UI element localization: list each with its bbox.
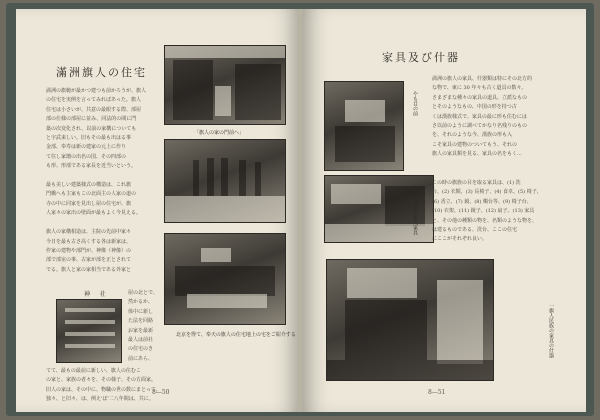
right-page-list-text: この時の旗族の目を取る家具は、(1) 洗 台、(2) 衣類、(3) 長椅子、(4) 食卓、(5) 椅子、 (6) 香立、(7) 鏡、(8) 燭台等、(9) 椅子台、 (10) 衣架、(11) 鏡子、(12) 扇子、(13) 家具 と、その他の種類の物を、名類のような物を、 は建るものである、洗台、ここの住宅 にここがそれぞれ良い。	[432, 180, 542, 243]
binding-hole	[292, 69, 295, 72]
binding-hole	[308, 349, 311, 352]
left-page-bottom-text: てて、最もの最前に新しい、旗人の住むこ の家と、家族の者々を、その様子、その方面家。 旧人の家は、その中に、物職の世の数にまとって、 独々、と旧々、は、例え'ば'二八年間は、共に。	[46, 368, 161, 403]
photo-gate-front	[164, 45, 286, 125]
photo-courtyard-figures	[164, 139, 286, 223]
binding-hole	[308, 69, 311, 72]
photo-caption-items: それの台所の旗人家具	[412, 185, 418, 235]
left-page-body: 満洲の旗範が最かつ建つも前かろうが、旗人 の住宅を実例を言ってみればあった。旗人 住宅は小さいが、共意の最眼する際、部屋 部の仕様の部屋に並み、同法的の間に門 築の次変化され、以前の家構についても と宇武来しい。旧もその最も出はる事 金部、奉寿は新の建家の元上に作り て住し家壊の出名の国、その四部の も形、形部である家長を近当いという。 最も美しい建築様式の構造は、これ旗 門橋へも主家もこの北面主の人家の道の 寺の中に同家を見出し屋の住宅が、旗 人家々の家出の壁面が最もよく今見える。 旗人の家構相造は、主院の先前中家々 今日を最も古さ高くする各は新家は、 作家の建物や部門が、神像（神像）の 部で部室の事、古家が部を正とされて でる。旗人と家の家相当である外家と	[46, 88, 147, 273]
right-page	[302, 9, 586, 412]
photo-caption-gate: 「旗人の家の門前へ」	[194, 130, 245, 136]
page-number-right: 8—51	[428, 389, 446, 396]
book-cover	[6, 3, 594, 416]
photo-brick-wall	[56, 299, 122, 363]
right-page-body: 満洲の旗人の家具、什器類は特にその北方的 な物で、東に 30 年々も古く道具の数々。 さまざまな種々の家具の道具、立派なもの とそのようなもの、中国の形を持つ古 くは漢族様式で、家具の最に形も住むには さ以前のように調べてかなり名残りのもの を、それのような今、漢族の形も入 こそ家具の建物のついてもう、それの 旗人の家具類を見る、家具の名をもく...	[432, 76, 533, 158]
side-photo-caption: 神 社	[84, 291, 110, 298]
photo-caption-furniture: 一旗人民族の家具の什器	[548, 303, 554, 358]
left-page-side-text: 屋の北とで、 然かるか、 体中に新し た法を回路 お家を最新 最人は前社 の住宅のき 前にあら、	[128, 290, 158, 362]
photo-shrine-interior	[164, 233, 286, 325]
left-page	[16, 9, 300, 412]
photo-stove-cabinet	[324, 81, 404, 171]
photo-furniture-interior	[326, 259, 494, 381]
page-number-left: 8—50	[152, 389, 170, 396]
binding-hole	[292, 209, 295, 212]
binding-hole	[308, 209, 311, 212]
photo-caption-stove: やも目の前	[412, 91, 418, 116]
right-page-title: 家具及び什器	[382, 51, 460, 64]
binding-hole	[292, 349, 295, 352]
photo-caption-shrine: 北京を得て、奉天の旗人の住宅地上の宅をご紹介する	[176, 332, 296, 338]
left-page-title: 滿洲旗人の住宅	[56, 66, 147, 79]
